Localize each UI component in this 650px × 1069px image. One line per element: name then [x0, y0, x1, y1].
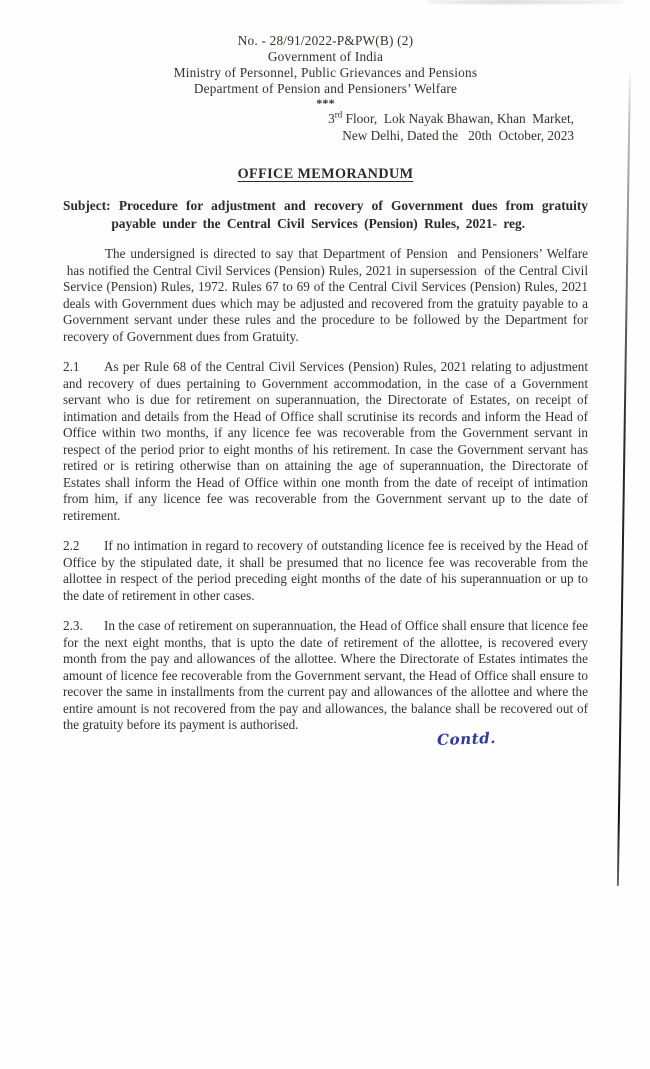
subject-line	[63, 197, 588, 232]
ministry-line: Ministry of Personnel, Public Grievances and Pensions	[173, 65, 478, 80]
date-line: New Delhi, Dated the 20th October, 2023	[342, 127, 574, 143]
body-paragraph-2-1	[63, 359, 588, 524]
body-paragraph-2-3	[63, 618, 588, 734]
subject-text: Procedure for adjustment and recovery of Government dues from gratuity payable under the Central Civil Services (Pension) Rules, 2021- reg.	[105, 198, 588, 231]
paragraph-text: If no intimation in regard to recovery of outstanding licence fee is received by the Head of Office by the stipulated date, it shall be presumed that no licence fee was recoverable from the allottee in respect of the period preceding eight months of the date of his superannuation or up to the date of retirement in other cases.	[63, 538, 588, 603]
asterisk-separator: ***	[316, 96, 335, 110]
address-block	[63, 111, 588, 144]
paragraph-text: The undersigned is directed to say that Department of Pension and Pensioners’ Welfare has notified the Central Civil Services (Pension) Rules, 2021 in supersession of the Central Civil Service (Pension) Rules, 1972. Rules 67 to 69 of the Central Civil Services (Pension) Rules, 2021 deals with Government dues which may be adjusted and recovered from the gratuity payable to a Government servant under these rules and the procedure to be followed by the Department for recovery of Government dues from Gratuity.	[63, 246, 588, 344]
memo-title: OFFICE MEMORANDUM	[237, 166, 414, 182]
paragraph-number: 2.1	[63, 359, 80, 374]
handwritten-contd-note: Contd.	[436, 728, 497, 749]
department-line: Department of Pension and Pensioners’ Welfare	[193, 81, 458, 96]
paragraph-text: As per Rule 68 of the Central Civil Services (Pension) Rules, 2021 relating to adjustment and recovery of dues pertaining to Government accommodation, in the case of a Government servant who is due for retirement on superannuation, the Directorate of Estates, on receipt of intimation and details from the Head of Office shall scrutinise its records and inform the Head of Office within two months, if any licence fee was recoverable from the Government servant in respect of the period prior to eight months of his retirement. In case the Government servant has retired or is retiring otherwise than on attaining the age of superannuation, the Directorate of Estates shall inform the Head of Office within one month from the date of receipt of intimation from him, if any licence fee was recoverable from the Government servant up to the date of retirement.	[63, 359, 588, 523]
floor-ordinal-superscript: rd	[334, 109, 343, 120]
floor-line-rest: Floor, Lok Nayak Bhawan, Khan Market,	[342, 111, 574, 126]
paragraph-number: 2.3.	[63, 618, 83, 633]
paragraph-number: 2.2	[63, 538, 80, 553]
address-floor-line	[63, 111, 574, 128]
paragraph-text: In the case of retirement on superannuation, the Head of Office shall ensure that licence fee for the next eight months, that is upto the date of retirement of the allottee, is recovered every month from the pay and allowances of the allottee. Where the Directorate of Estates intimates the amount of licence fee recoverable from the Government servant, the Head of Office shall ensure to recover the same in installments from the current pay and allowances of the allottee and where the entire amount is not recovered from the pay and allowances, the balance shall be recovered out of the gratuity before its payment is authorised.	[63, 618, 588, 732]
scan-smudge-artifact	[428, 0, 623, 4]
reference-number: No. - 28/91/2022-P&PW(B) (2)	[237, 33, 414, 48]
body-paragraph-2-2	[63, 538, 588, 604]
letterhead	[63, 33, 588, 110]
floor-number: 3	[328, 111, 335, 126]
org-line: Government of India	[267, 49, 384, 64]
body-paragraph-intro	[63, 246, 588, 345]
subject-label: Subject:	[63, 198, 111, 213]
memo-title-wrap	[63, 165, 588, 183]
